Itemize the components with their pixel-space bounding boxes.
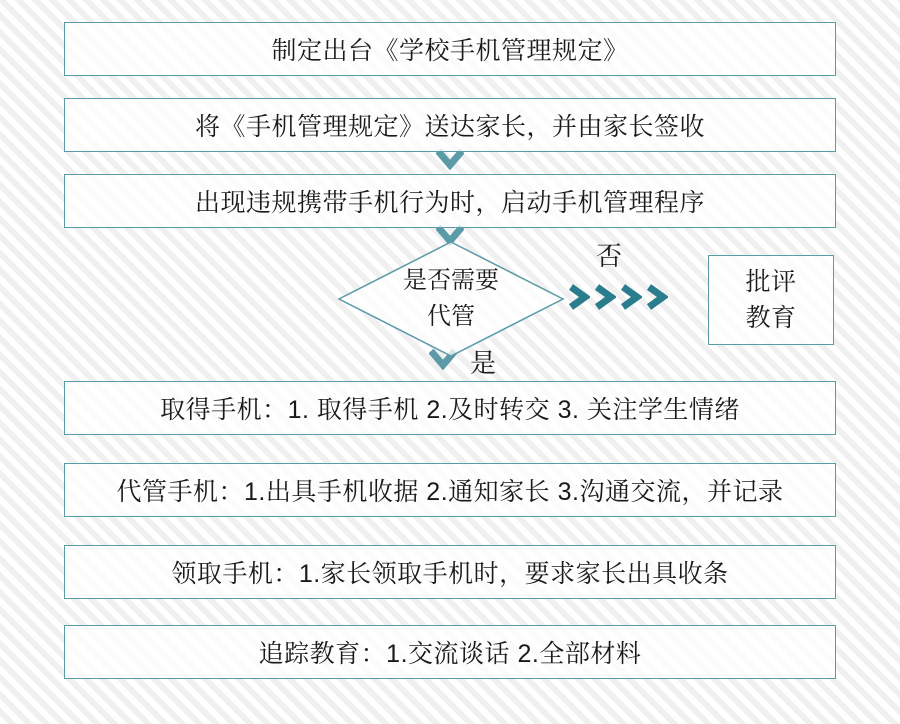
process-box-1 bbox=[64, 22, 836, 76]
chevron-right-icon bbox=[620, 284, 642, 310]
process-box-3 bbox=[64, 174, 836, 228]
process-box-7-label: 追踪教育：1.交流谈话 2.全部材料 bbox=[258, 640, 642, 668]
outcome-box-criticism-education bbox=[708, 255, 834, 345]
process-box-6 bbox=[64, 545, 836, 599]
outcome-box-line1: 批评 bbox=[745, 267, 797, 296]
process-box-3-label: 出现违规携带手机行为时，启动手机管理程序 bbox=[194, 189, 705, 217]
process-box-4 bbox=[64, 381, 836, 435]
chevron-right-icon bbox=[594, 284, 616, 310]
process-box-6-label: 领取手机：1.家长领取手机时，要求家长出具收条 bbox=[171, 560, 729, 588]
outcome-box-line2: 教育 bbox=[745, 304, 797, 332]
decision-diamond bbox=[337, 240, 565, 358]
process-box-5-label: 代管手机：1.出具手机收据 2.通知家长 3.沟通交流，并记录 bbox=[116, 478, 784, 506]
chevron-right-icon bbox=[568, 284, 590, 310]
decision-label-line1: 是否需要 bbox=[403, 267, 499, 294]
process-box-2-label: 将《手机管理规定》送达家长，并由家长签收 bbox=[194, 113, 705, 141]
decision-branch-no-label: 否 bbox=[596, 241, 623, 271]
chevron-right-icon bbox=[646, 284, 668, 310]
decision-branch-yes-label: 是 bbox=[470, 348, 497, 378]
process-box-7 bbox=[64, 625, 836, 679]
process-box-1-label: 制定出台《学校手机管理规定》 bbox=[271, 37, 629, 65]
process-box-4-label: 取得手机：1. 取得手机 2.及时转交 3. 关注学生情绪 bbox=[160, 396, 740, 424]
chevron-right-arrow-group bbox=[568, 284, 668, 310]
process-box-2 bbox=[64, 98, 836, 152]
process-box-5 bbox=[64, 463, 836, 517]
decision-label bbox=[337, 240, 565, 358]
decision-label-line2: 代管 bbox=[427, 303, 475, 330]
